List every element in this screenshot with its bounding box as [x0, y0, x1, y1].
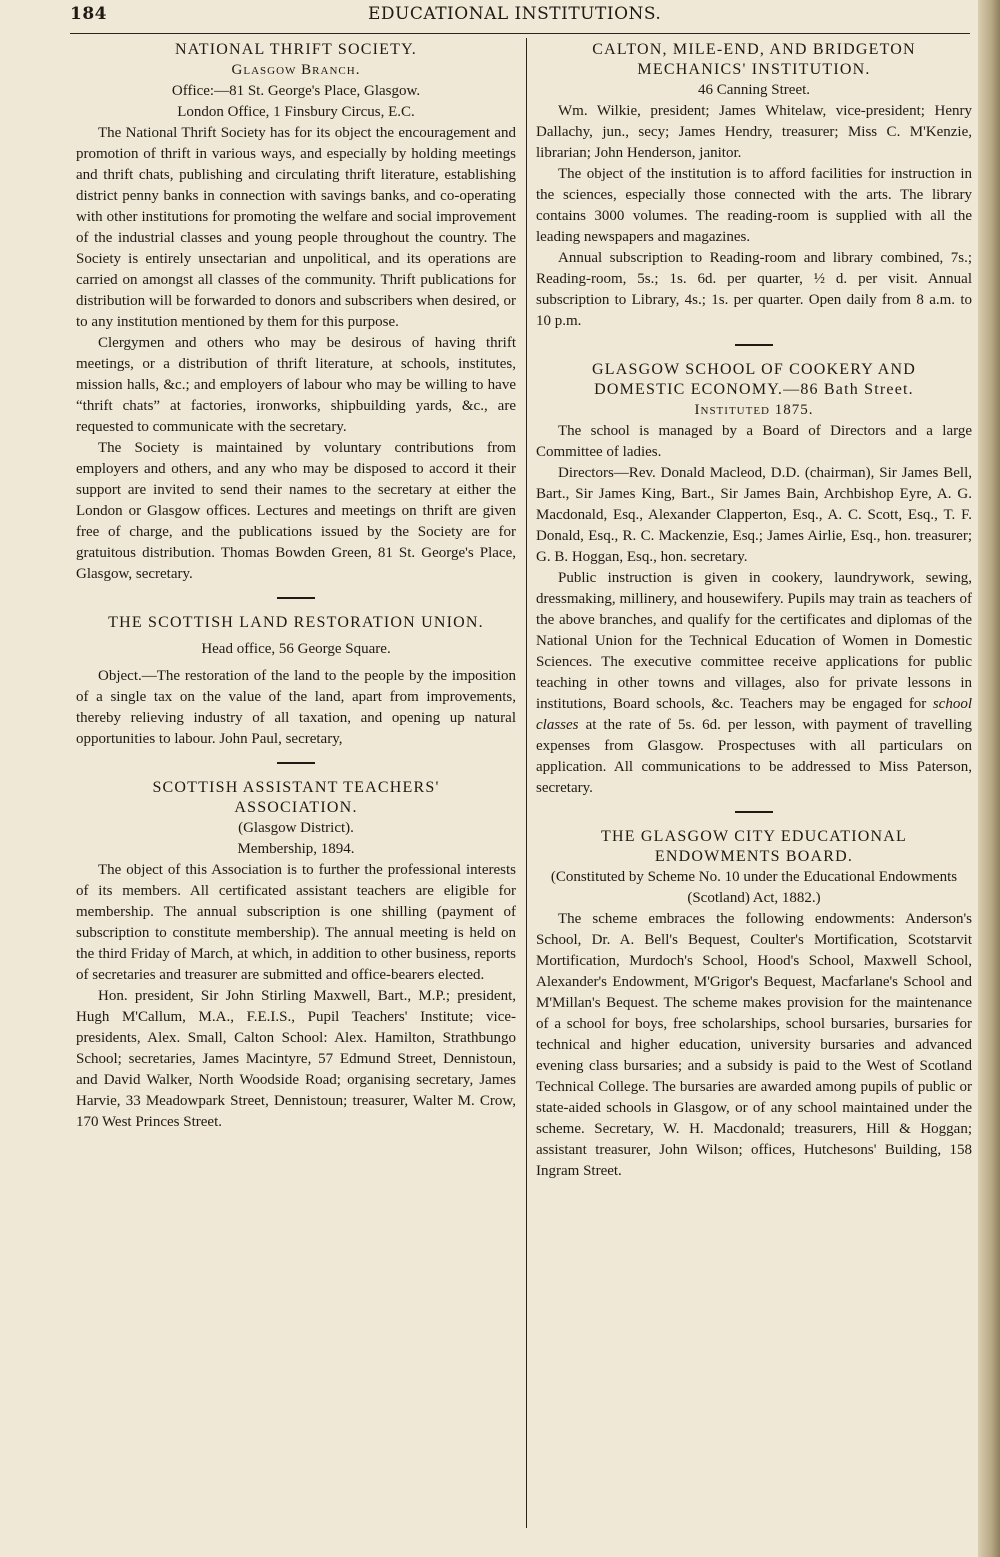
section-separator [277, 762, 315, 764]
calton-institution-entry [536, 40, 972, 332]
entry-paragraph: Object.—The restoration of the land to the people by the imposition of a single tax on the value of the land, apart from improvements, thereby relieving industry of all taxation, and opening up natural opportunities to labour. John Paul, secretary, [76, 668, 516, 747]
entry-district: (Glasgow District). [238, 820, 354, 836]
entry-title: NATIONAL THRIFT SOCIETY. [175, 41, 417, 58]
entry-paragraph: The Society is maintained by voluntary contributions from employers and others, and any who may be disposed to accord it their support are invited to send their names to the secretary at either the London or Glasgow offices. Lectures and meetings on thrift are given free of charge, and the publications issued by the Society are for gratuitous distribution. Thomas Bowden Green, 81 St. George's Place, Glasgow, secretary. [76, 440, 516, 582]
entry-london-office: London Office, 1 Finsbury Circus, E.C. [177, 104, 415, 120]
entry-constituted: (Constituted by Scheme No. 10 under the Educational Endowments (Scotland) Act, 1882.) [550, 869, 958, 906]
assistant-teachers-entry [76, 778, 516, 1133]
land-restoration-entry [76, 613, 516, 750]
entry-office: Office:—81 St. George's Place, Glasgow. [171, 83, 421, 99]
entry-paragraph [536, 568, 972, 799]
column-divider [526, 38, 527, 1528]
section-separator [735, 344, 773, 346]
paragraph-text: at the rate of 5s. 6d. per lesson, with payment of travelling expenses from Glasgow. Prospectuses with all particulars on application. All communications to be addressed to Miss Paterson, secretary. [536, 717, 972, 796]
entry-paragraph: The National Thrift Society has for its object the encouragement and promotion of thrift in various ways, and especially by holding meetings and thrift chats, publishing and circulating thrift literature, establishing district penny banks in connection with savings banks, and co-operating with other institutions for promoting the welfare and social improvement of the industrial classes and young people throughout the country. The Society is entirely unsectarian and unpolitical, and its operations are carried on amongst all classes of the community. Thrift publications for distribution will be forwarded to donors and subscribers when desired, or to any institution mentioned by them for this purpose. [76, 125, 516, 330]
entry-instituted: Instituted 1875. [694, 402, 814, 418]
page-header [70, 4, 970, 28]
section-separator [735, 811, 773, 813]
entry-title: THE SCOTTISH LAND RESTORATION UNION. [108, 614, 484, 631]
endowments-board-entry [536, 827, 972, 1182]
thrift-society-entry [76, 40, 516, 585]
header-rule [70, 33, 970, 34]
entry-paragraph: Directors—Rev. Donald Macleod, D.D. (chairman), Sir James Bell, Bart., Sir James King, Bart., Sir James Bain, Archbishop Eyre, A. G. Macdonald, Esq., Alexander Clapperton, Esq., A. C. Scott, Esq., T. F. Donald, Esq., R. C. Mackenzie, Esq.; James Airlie, Esq., hon. treasurer; G. B. Hoggan, Esq., hon. secretary. [536, 465, 972, 565]
page-number: 184 [70, 4, 107, 24]
paragraph-text: Public instruction is given in cookery, laundrywork, sewing, dressmaking, millinery, and housewifery. Pupils may train as teachers of the above branches, and qualify for the certificates and diplomas of the National Union for the Technical Education of Women in Domestic Sciences. The executive committee receive applications for public teaching in other towns and villages, also for private lessons in institutions, Board schools, &c. Teachers may be engaged for [536, 570, 972, 712]
entry-paragraph: The object of this Association is to further the professional interests of its members. All certificated assistant teachers are eligible for membership. The annual subscription is one shilling (payment of subscription to constitute membership). The annual meeting is held on the third Friday of March, at which, in addition to other business, reports of secretaries and treasurer are submitted and office-bearers elected. [76, 862, 516, 983]
entry-paragraph: Annual subscription to Reading-room and library combined, 7s.; Reading-room, 5s.; 1s. 6d. per quarter, ½ d. per visit. Annual subscription to Library, 4s.; 1s. per quarter. Open daily from 8 a.m. to 10 p.m. [536, 250, 972, 329]
entry-address: 46 Canning Street. [697, 82, 811, 98]
entry-title: GLASGOW SCHOOL OF COOKERY AND DOMESTIC ECONOMY.—86 Bath Street. [591, 361, 916, 398]
entry-title: SCOTTISH ASSISTANT TEACHERS' ASSOCIATION. [152, 779, 440, 816]
entry-paragraph: The school is managed by a Board of Directors and a large Committee of ladies. [536, 423, 972, 460]
entry-subtitle: Glasgow Branch. [231, 62, 361, 78]
entry-paragraph: Clergymen and others who may be desirous of having thrift meetings, or a distribution of thrift literature, at schools, institutes, mission halls, &c.; and employers of labour who may be willing to have “thrift chats” at factories, ironworks, shipbuilding yards, &c., are requested to communicate with the secretary. [76, 335, 516, 435]
entry-office: Head office, 56 George Square. [201, 641, 391, 657]
entry-title: THE GLASGOW CITY EDUCATIONAL ENDOWMENTS BOARD. [600, 828, 907, 865]
italic-text: school classes [536, 696, 973, 733]
entry-paragraph: The scheme embraces the following endowments: Anderson's School, Dr. A. Bell's Bequest, Coulter's Mortification, Scotstarvit Mortification, Murdoch's School, Hood's School, Maxwell School, Alexander's Endowment, M'Grigor's Bequest, Macfarlane's School and M'Millan's Bequest. The scheme makes provision for the maintenance of a school for boys, free scholarships, school bursaries, bursaries for technical and higher education, university bursaries and advanced evening class bursaries; and a subsidy is paid to the West of Scotland Technical College. The bursaries are awarded among pupils of public or state-aided schools in Glasgow, or of any school maintained under the scheme. Secretary, W. H. Macdonald; treasurers, Hill & Hoggan; assistant treasurer, John Wilson; offices, Hutchesons' Building, 158 Ingram Street. [536, 911, 972, 1179]
entry-paragraph: Hon. president, Sir John Stirling Maxwell, Bart., M.P.; president, Hugh M'Callum, M.A., F.E.I.S., Pupil Teachers' Institute; vice-presidents, Alex. Small, Calton School: Alex. Hamilton, Strathbungo School; secretaries, James Macintyre, 57 Edmund Street, Dennistoun, and David Walker, North Woodside Road; organising secretary, James Harvie, 33 Meadowpark Street, Dennistoun; treasurer, Walter M. Crow, 170 West Princes Street. [76, 988, 516, 1130]
running-title: EDUCATIONAL INSTITUTIONS. [368, 4, 662, 24]
entry-membership: Membership, 1894. [237, 841, 355, 857]
left-column [76, 40, 516, 1133]
right-column [536, 40, 972, 1182]
cookery-school-entry [536, 360, 972, 799]
entry-paragraph: Wm. Wilkie, president; James Whitelaw, vice-president; Henry Dallachy, jun., secy; James Hendry, treasurer; Miss C. M'Kenzie, librarian; John Henderson, janitor. [536, 103, 972, 161]
section-separator [277, 597, 315, 599]
book-spine [978, 0, 1000, 1557]
entry-title: CALTON, MILE-END, AND BRIDGETON MECHANICS' INSTITUTION. [592, 41, 916, 78]
entry-paragraph: The object of the institution is to afford facilities for instruction in the sciences, especially those connected with the arts. The library contains 3000 volumes. The reading-room is supplied with all the leading newspapers and magazines. [536, 166, 972, 245]
